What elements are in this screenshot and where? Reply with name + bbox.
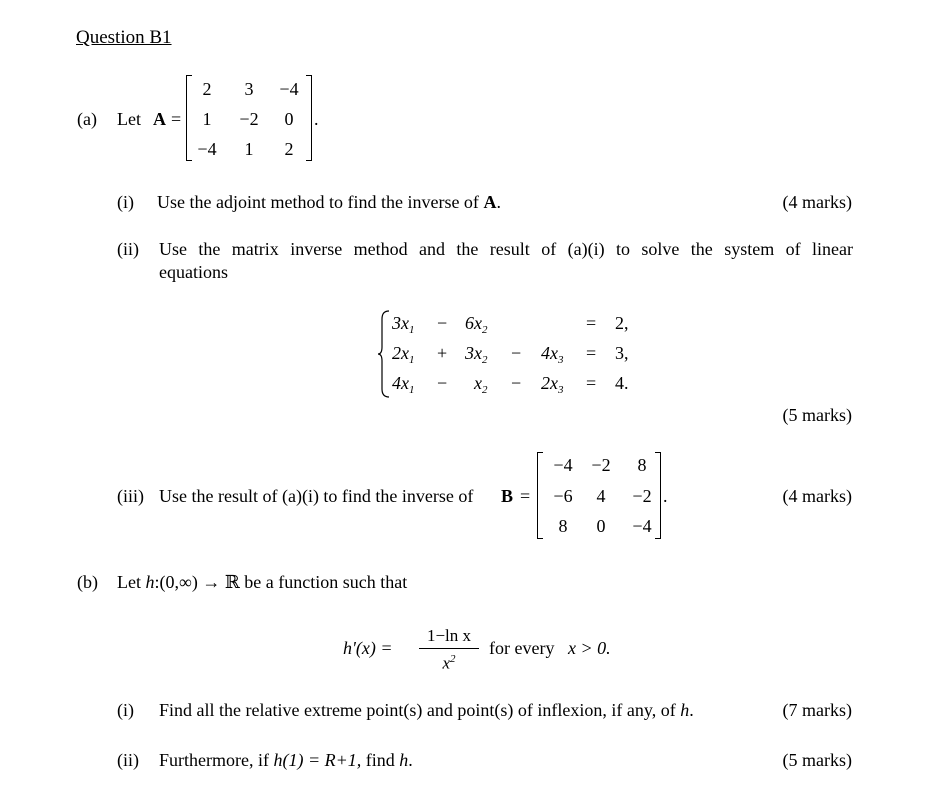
part-b-let: Let <box>117 572 141 592</box>
part-a-i-text: Use the adjoint method to find the inverse of <box>157 192 479 212</box>
system-r1-rhs: 2, <box>615 313 629 333</box>
system-r3-equals: = <box>586 373 597 393</box>
matrix-b-cell: −6 <box>553 486 573 506</box>
matrix-a-cell: 2 <box>202 79 212 99</box>
part-b-ii-marks: (5 marks) <box>782 750 852 770</box>
matrix-b-cell: 0 <box>596 516 606 536</box>
part-a-i-matrix: A <box>483 192 497 212</box>
part-b-ii-find: find <box>365 750 395 770</box>
part-b-ii-period: . <box>408 750 413 770</box>
system-r2-op1: + <box>437 343 448 363</box>
part-a-ii-label: (ii) <box>117 239 139 259</box>
matrix-a-equals: = <box>171 109 182 129</box>
matrix-a-cell: 2 <box>284 139 294 159</box>
part-b-ii-text: Furthermore, if <box>159 750 269 770</box>
matrix-b-cell: −4 <box>553 455 573 475</box>
matrix-a-cell: −4 <box>279 79 299 99</box>
system-r2-op2: − <box>511 343 522 363</box>
derivative-condition: x > 0. <box>568 638 611 658</box>
matrix-b-cell: −2 <box>632 486 652 506</box>
matrix-a-right-bracket <box>306 75 312 161</box>
part-b-i-period: . <box>689 700 694 720</box>
derivative-lhs: h'(x) = <box>343 638 393 658</box>
part-a-i-question <box>157 193 501 211</box>
part-a-i-marks: (4 marks) <box>782 192 852 212</box>
system-r3-op2: − <box>511 373 522 393</box>
fraction-bar <box>419 648 479 649</box>
derivative-denominator: $x^2$ <box>442 653 456 673</box>
system-brace <box>377 309 391 399</box>
part-a-ii-marks: (5 marks) <box>782 405 852 425</box>
part-a-ii-line2: equations <box>159 262 228 282</box>
matrix-a-name: A <box>153 109 166 129</box>
part-b-func-domain: :(0,∞) → ℝ <box>154 572 240 592</box>
matrix-a-period: . <box>314 109 319 129</box>
part-b-ii-var: h <box>399 750 409 770</box>
system-r1-term2: $6x_2$ <box>465 313 488 336</box>
matrix-a-cell: −2 <box>239 109 259 129</box>
system-r2-equals: = <box>586 343 597 363</box>
matrix-a-cell: 1 <box>202 109 212 129</box>
system-r2-rhs: 3, <box>615 343 629 363</box>
part-b-i-var: h <box>680 700 690 720</box>
part-a-label: (a) <box>77 109 97 129</box>
system-r1-equals: = <box>586 313 597 333</box>
part-b-statement <box>117 573 407 591</box>
matrix-b-left-bracket <box>537 452 543 539</box>
system-r3-op1: − <box>437 373 448 393</box>
part-a-i-label: (i) <box>117 192 134 212</box>
part-b-text: be a function such that <box>244 572 408 592</box>
matrix-b-period: . <box>663 486 668 506</box>
matrix-a-cell: −4 <box>197 139 217 159</box>
part-b-func-name: h <box>145 572 155 592</box>
matrix-a-cell: 0 <box>284 109 294 129</box>
system-r2-term2: $3x_2$ <box>465 343 488 366</box>
system-r3-term1: $4x_1$ <box>392 373 415 396</box>
part-a-i-period: . <box>496 192 501 212</box>
part-b-i-marks: (7 marks) <box>782 700 852 720</box>
system-r3-rhs: 4. <box>615 373 629 393</box>
system-r3-term3: $2x_3$ <box>541 373 564 396</box>
part-b-ii-label: (ii) <box>117 750 139 770</box>
part-b-label: (b) <box>77 572 98 592</box>
question-title: Question B1 <box>76 27 172 48</box>
system-r2-term1: $2x_1$ <box>392 343 415 366</box>
part-a-let: Let <box>117 109 141 129</box>
derivative-numerator: 1−ln x <box>426 626 472 645</box>
matrix-b-cell: 4 <box>596 486 606 506</box>
part-a-iii-marks: (4 marks) <box>782 486 852 506</box>
part-b-i-label: (i) <box>117 700 134 720</box>
part-b-i-text: Find all the relative extreme point(s) and point(s) of inflexion, if any, of <box>159 700 676 720</box>
part-a-ii-line1: Use the matrix inverse method and the result of (a)(i) to solve the system of linear <box>159 239 853 259</box>
part-b-ii-condition: h(1) = R+1, <box>273 750 362 770</box>
part-b-ii-question <box>159 751 413 769</box>
matrix-b-cell: 8 <box>558 516 568 536</box>
matrix-b-cell: −2 <box>591 455 611 475</box>
matrix-b-right-bracket <box>655 452 661 539</box>
matrix-b-name: B <box>501 486 514 506</box>
system-r3-term2: $x_2$ <box>474 373 488 396</box>
system-r2-term3: $4x_3$ <box>541 343 564 366</box>
part-a-iii-label: (iii) <box>117 486 144 506</box>
derivative-for-text: for every <box>489 638 555 658</box>
system-r1-op1: − <box>437 313 448 333</box>
system-r1-term1: $3x_1$ <box>392 313 415 336</box>
matrix-b-cell: −4 <box>632 516 652 536</box>
matrix-a-cell: 1 <box>244 139 254 159</box>
part-b-i-question <box>159 701 694 719</box>
matrix-a-cell: 3 <box>244 79 254 99</box>
matrix-b-cell: 8 <box>637 455 647 475</box>
part-a-iii-text: Use the result of (a)(i) to find the inverse of <box>159 486 474 506</box>
matrix-b-equals: = <box>520 486 531 506</box>
